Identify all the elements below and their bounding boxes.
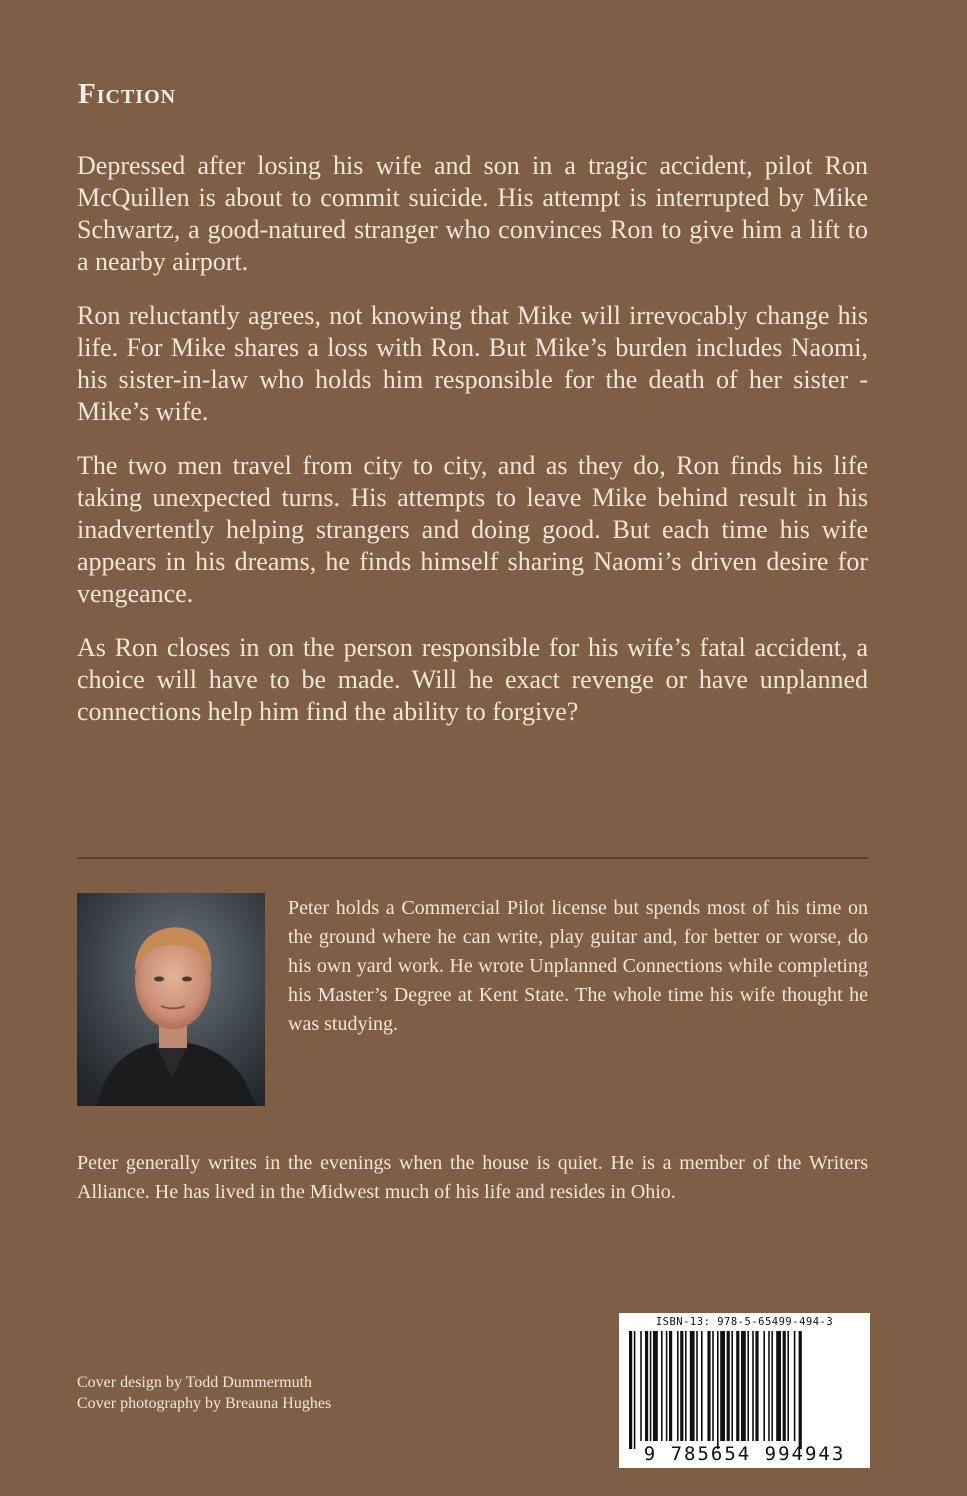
barcode-digits: 9 785654 994943 xyxy=(643,1443,846,1465)
isbn-barcode xyxy=(619,1313,870,1468)
author-bio-paragraph: Peter generally writes in the evenings when the house is quiet. He is a member of the Writers Alliance. He has lived in the Midwest much of his life and resides in Ohio. xyxy=(77,1152,868,1203)
book-blurb xyxy=(77,150,868,750)
genre-heading: Fiction xyxy=(78,78,177,110)
isbn-label: ISBN-13: 978-5-65499-494-3 xyxy=(655,1316,834,1328)
blurb-paragraph: Depressed after losing his wife and son in a tragic accident, pilot Ron McQuillen is about to commit suicide. His attempt is interrupted by Mike Schwartz, a good-natured stranger who convinces Ron to give him a lift to a nearby airport. xyxy=(77,151,868,276)
cover-photography-credit: Cover photography by Breauna Hughes xyxy=(77,1395,332,1412)
author-bio-paragraph: Peter holds a Commercial Pilot license but spends most of his time on the ground where he can write, play guitar and, for better or worse, do his own yard work. He wrote Unplanned Connections while completing his Master’s Degree at Kent State. The whole time his wife thought he was studying. xyxy=(288,897,868,1035)
blurb-paragraph: The two men travel from city to city, and as they do, Ron finds his life taking unexpected turns. His attempts to leave Mike behind result in his inadvertently helping strangers and doing good. But each time his wife appears in his dreams, he finds himself sharing Naomi’s driven desire for vengeance. xyxy=(77,451,868,608)
blurb-paragraph: As Ron closes in on the person responsible for his wife’s fatal accident, a choice will have to be made. Will he exact revenge or have unplanned connections help him find the ability to forgive? xyxy=(77,633,868,726)
author-bio-continued xyxy=(77,1149,868,1207)
cover-design-credit: Cover design by Todd Dummermuth xyxy=(77,1374,313,1391)
author-bio xyxy=(288,894,868,1039)
section-divider xyxy=(77,857,868,859)
cover-credits xyxy=(77,1372,331,1414)
blurb-paragraph: Ron reluctantly agrees, not knowing that Mike will irrevocably change his life. For Mike shares a loss with Ron. But Mike’s burden includes Naomi, his sister-in-law who holds him responsible for the death of her sister - Mike’s wife. xyxy=(77,301,868,426)
author-portrait-image xyxy=(77,893,265,1106)
author-photo xyxy=(77,893,265,1106)
